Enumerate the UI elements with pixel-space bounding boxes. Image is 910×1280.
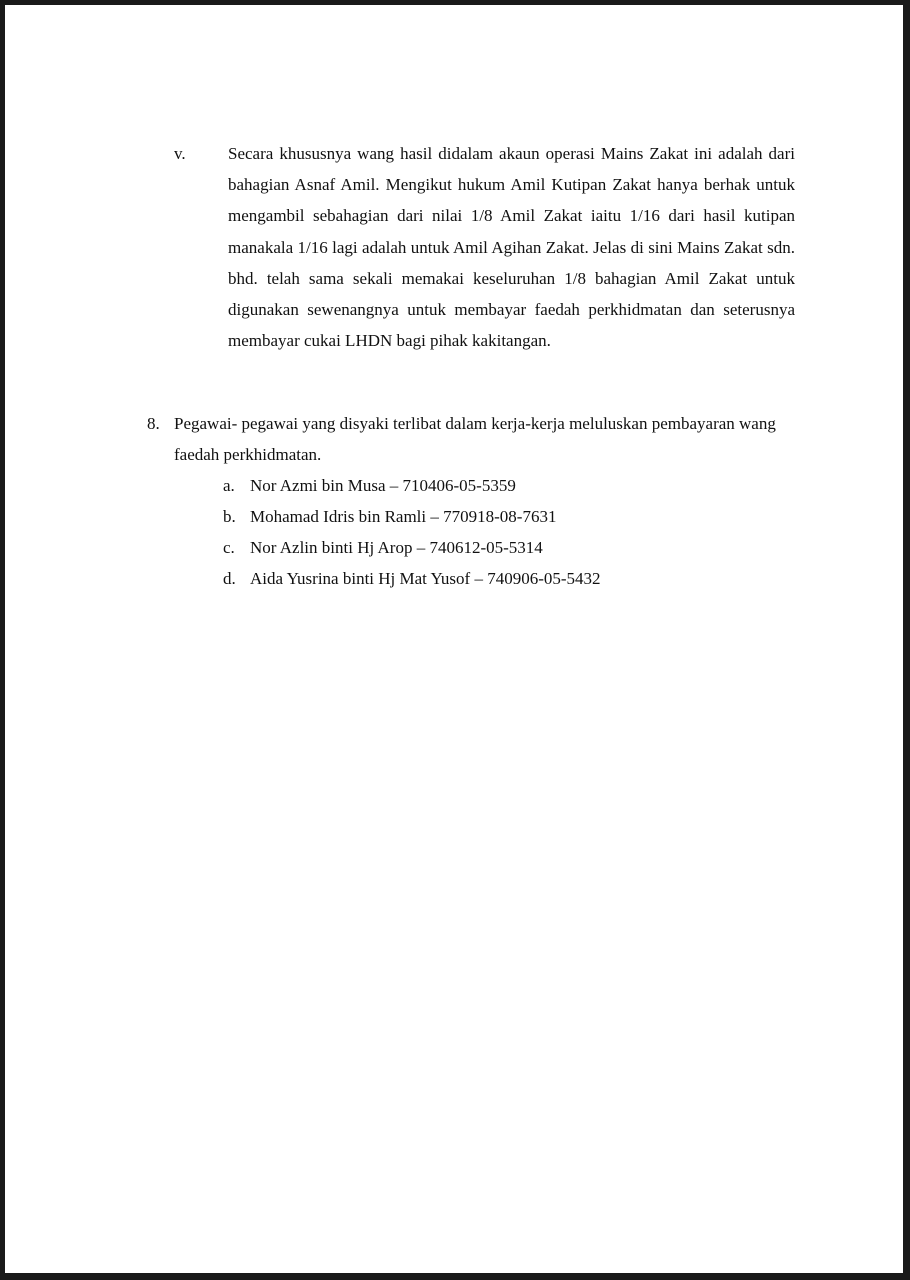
officer-marker: c. [223,538,235,557]
officer-name: Nor Azmi bin Musa – 710406-05-5359 [250,476,516,495]
numbered-marker: 8. [147,414,160,433]
roman-marker: v. [174,144,186,163]
officer-marker: d. [223,569,236,588]
officer-marker: a. [223,476,235,495]
officer-name: Nor Azlin binti Hj Arop – 740612-05-5314 [250,538,543,557]
officer-name: Aida Yusrina binti Hj Mat Yusof – 740906-05-5432 [250,569,601,588]
roman-paragraph: Secara khususnya wang hasil didalam akaun operasi Mains Zakat ini adalah dari bahagian Asnaf Amil. Mengikut hukum Amil Kutipan Zakat hanya berhak untuk mengambil sebahagian dari nilai 1/8 Amil Zakat iaitu 1/16 dari hasil kutipan manakala 1/16 lagi adalah untuk Amil Agihan Zakat. Jelas di sini Mains Zakat sdn. bhd. telah sama sekali memakai keseluruhan 1/8 bahagian Amil Zakat untuk digunakan sewenangnya untuk membayar faedah perkhidmatan dan seterusnya membayar cukai LHDN bagi pihak kakitangan. [228,144,795,351]
numbered-paragraph: Pegawai- pegawai yang disyaki terlibat dalam kerja-kerja meluluskan pembayaran wang faedah perkhidmatan. [174,414,776,464]
officer-marker: b. [223,507,236,526]
officer-item [5,532,903,563]
officer-item [5,470,903,501]
officer-item [5,563,903,594]
officer-item [5,501,903,532]
document-page [5,5,903,1273]
officer-list [5,470,903,594]
officer-name: Mohamad Idris bin Ramli – 770918-08-7631 [250,507,557,526]
